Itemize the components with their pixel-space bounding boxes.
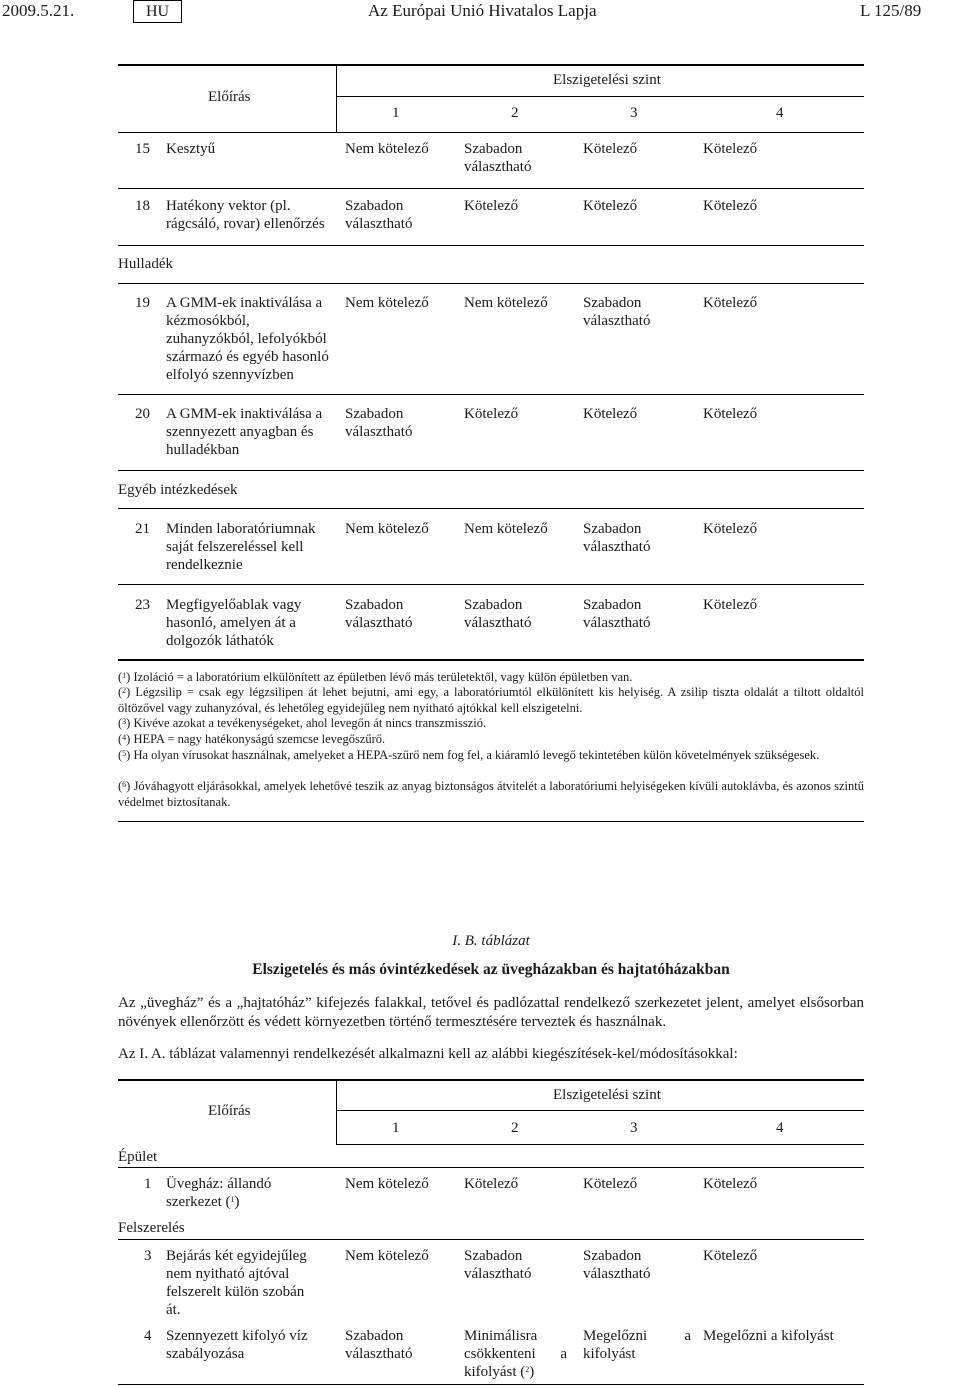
row-description: A GMM-ek inaktiválása a kézmosókból, zuhanyzókból, lefolyókból származó és egyéb hasonló elfolyó szennyvízben [166,295,329,383]
page-reference: L 125/89 [860,1,922,20]
cell-level-2: Szabadon választható [464,141,532,175]
section-heading-waste: Hulladék [118,256,173,272]
cell-level-4: Kötelező [703,521,758,537]
cell-level-3: Szabadon választható [583,295,651,329]
header-subrule [337,96,864,97]
cell-level-1: Nem kötelező [345,295,429,311]
footnote: ($^4$) HEPA = nagy hatékonyságú szemcse levegőszűrő. [118,732,386,746]
row-description: Megfigyelőablak vagy hasonló, amelyen át a dolgozók láthatók [166,597,302,649]
cell-level-3: Kötelező [583,141,638,157]
cell-level-4: Kötelező [703,1248,758,1264]
footnote: ($^2$) Légzsilip = csak egy légzsilipen át lehet bejutni, ami egy, a laboratóriumtól elkülönített kis helyiség. A zsilip tiszta oldalát a tiltott oldaltól öltözővel vagy zuhanyzóval, és lehetőleg egyidejűleg nem nyitható ajtókkal kell elszigetelni. [118,685,864,715]
language-badge: HU [133,0,182,23]
cell-level-1: Szabadon választható [345,597,413,631]
section-heading-other-measures: Egyéb intézkedések [118,482,238,498]
header-divider [336,1079,337,1145]
cell-level-2: Kötelező [464,1176,519,1192]
cell-level-1: Nem kötelező [345,141,429,157]
journal-title: Az Európai Unió Hivatalos Lapja [368,1,597,20]
cell-level-2: Kötelező [464,198,519,214]
cell-level-1: Nem kötelező [345,1248,429,1264]
section-heading: Elszigetelés és más óvintézkedések az üvegházakban és hajtatóházakban [252,961,730,978]
cell-level-1: Szabadon választható [345,1328,413,1362]
row-rule [118,188,864,189]
row-description: Szennyezett kifolyó víz szabályozása [166,1328,308,1362]
row-rule [118,584,864,585]
row-rule [118,508,864,509]
level-2: 2 [511,1120,519,1136]
table-label: I. B. táblázat [452,933,530,949]
row-number: 4 [144,1328,152,1344]
cell-level-2: Szabadon választható [464,1248,532,1282]
row-rule [118,1239,864,1240]
row-number: 15 [135,141,150,157]
cell-level-4: Kötelező [703,295,758,311]
cell-level-3: Kötelező [583,198,638,214]
row-rule [118,283,864,284]
row-number: 19 [135,295,150,311]
row-rule [118,245,864,246]
level-3: 3 [630,105,638,121]
level-2: 2 [511,105,519,121]
cell-level-4: Megelőzni a kifolyást [703,1328,834,1344]
row-number: 20 [135,406,150,422]
cell-level-1: Szabadon választható [345,198,413,232]
prescription-header: Előírás [208,1103,251,1119]
section-heading-building: Épület [118,1149,158,1165]
cell-level-4: Kötelező [703,597,758,613]
header-divider [336,64,337,132]
containment-level-header: Elszigetelési szint [553,1087,661,1103]
row-rule [118,470,864,471]
cell-level-3: Kötelező [583,1176,638,1192]
cell-level-4: Kötelező [703,198,758,214]
cell-level-3: Megelőzni a kifolyást [583,1328,691,1362]
cell-level-2: Minimálisra csökkenteni a kifolyást ($^2$) [464,1328,567,1380]
footnote: ($^1$) Izoláció = a laboratórium elkülönített az épületben lévő más területektől, vagy külön épületben van. [118,670,633,684]
footnote: ($^6$) Jóváhagyott eljárásokkal, amelyek lehetővé teszik az anyag biztonságos átvitelét a laboratóriumi helyiségeken kívüli autoklávba, és azonos szintű védelmet biztosítanak. [118,779,864,809]
header-subrule [337,1110,864,1111]
cell-level-2: Nem kötelező [464,295,548,311]
row-number: 23 [135,597,150,613]
footnote: ($^5$) Ha olyan vírusokat használnak, amelyeket a HEPA-szűrő nem fog fel, a kiáramló levegő tekintetében külön követelmények szükségesek. [118,748,820,762]
row-description: Üvegház: állandó szerkezet ($^1$) [166,1176,272,1210]
prescription-header: Előírás [208,89,251,105]
level-3: 3 [630,1120,638,1136]
level-1: 1 [392,1120,400,1136]
row-description: Hatékony vektor (pl. rágcsáló, rovar) ellenőrzés [166,198,325,232]
row-description: Kesztyű [166,141,216,157]
cell-level-4: Kötelező [703,406,758,422]
row-number: 18 [135,198,150,214]
level-4: 4 [776,1120,784,1136]
cell-level-4: Kötelező [703,141,758,157]
cell-level-4: Kötelező [703,1176,758,1192]
footnote: ($^3$) Kivéve azokat a tevékenységeket, ahol levegőn át nincs transzmisszió. [118,716,487,730]
header-bottom-rule [118,132,864,133]
cell-level-3: Szabadon választható [583,597,651,631]
row-number: 1 [144,1176,152,1192]
instruction-paragraph: Az I. A. táblázat valamennyi rendelkezését alkalmazni kell az alábbi kiegészítések-kel/módosításokkal: [118,1046,738,1062]
containment-level-header: Elszigetelési szint [553,72,661,88]
cell-level-2: Nem kötelező [464,521,548,537]
row-description: Bejárás két egyidejűleg nem nyitható ajtóval felszerelt külön szobán át. [166,1248,307,1318]
header-date: 2009.5.21. [2,1,75,20]
table-rule [118,64,864,66]
table-rule [118,659,864,661]
cell-level-1: Nem kötelező [345,521,429,537]
level-1: 1 [392,105,400,121]
intro-paragraph: Az „üvegház” és a „hajtatóház” kifejezés falakkal, tetővel és padlózattal rendelkező szerkezetet jelent, amelyet elsősorban növények ellenőrzött és védett környezetben történő termesztésére terveztek és használnak. [118,995,864,1030]
row-number: 3 [144,1248,152,1264]
header-bottom-rule [337,1144,864,1145]
cell-level-2: Szabadon választható [464,597,532,631]
row-rule [118,1384,864,1385]
footnote-rule [118,821,864,822]
cell-level-2: Kötelező [464,406,519,422]
row-description: A GMM-ek inaktiválása a szennyezett anyagban és hulladékban [166,406,323,458]
table-rule [118,1079,864,1081]
cell-level-1: Szabadon választható [345,406,413,440]
row-number: 21 [135,521,150,537]
cell-level-3: Szabadon választható [583,521,651,555]
row-description: Minden laboratóriumnak saját felszereléssel kell rendelkeznie [166,521,316,573]
row-rule [118,1167,864,1168]
section-heading-equipment: Felszerelés [118,1220,185,1236]
row-rule [118,394,864,395]
level-4: 4 [776,105,784,121]
cell-level-1: Nem kötelező [345,1176,429,1192]
cell-level-3: Szabadon választható [583,1248,651,1282]
cell-level-3: Kötelező [583,406,638,422]
